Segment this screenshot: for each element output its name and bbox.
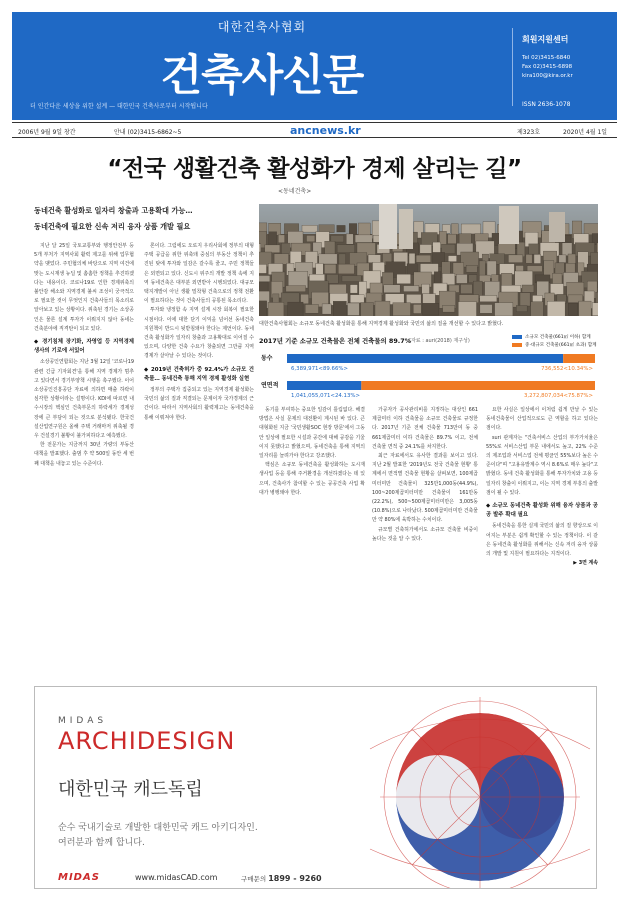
ad-copy-line-2: 여러분과 함께 합니다. <box>58 838 145 848</box>
association-name: 대한건축사협회 <box>217 20 307 34</box>
building-shape <box>274 254 289 265</box>
masthead-slogan: 더 인간다운 세상을 위한 설계 — 대한민국 건축사로부터 시작됩니다 <box>30 103 208 110</box>
issue-number: 제323호 <box>517 129 541 136</box>
continued-note[interactable]: ▶ 3면 계속 <box>573 560 598 567</box>
bar-1-1 <box>361 381 595 390</box>
paragraph: 핵심은 소규모 동네건축을 활성화하는 도시재생사업 등을 통해 주거환경을 개선하겠다는 데 있으며, 건축사가 참여할 수 있는 공공건축 사업 확대가 병행돼야 한다. <box>259 462 365 496</box>
masthead <box>12 12 617 120</box>
building-shape <box>568 254 576 264</box>
building-shape <box>331 235 344 242</box>
building-shape <box>342 276 361 282</box>
chart-title: 2017년 기준 소규모 건축물은 전체 건축물의 89.7% <box>259 337 412 345</box>
chart-legend <box>512 334 597 350</box>
building-shape <box>349 224 357 235</box>
bar-label-1-1: 3,272,807,034<75.87%> <box>523 393 593 399</box>
building-shape <box>339 254 346 264</box>
building-shape <box>327 274 338 283</box>
building-shape <box>448 234 457 244</box>
building-shape <box>358 223 370 236</box>
building-shape <box>533 295 543 302</box>
section-heading: ◆ 경기침체 장기화, 자영업 등 지역경제 생사의 기로에 서있어 <box>34 339 134 355</box>
building-shape <box>423 303 439 315</box>
paragraph: 규모별 건축허가에서도 소규모 건축물 비중이 높다는 것을 알 수 있다. <box>372 526 478 542</box>
building-shape <box>324 264 336 273</box>
chart-plot <box>259 350 598 404</box>
paragraph: 요한 사실은 일상에서 이처럼 쉽게 만날 수 있는 동네건축물이 산업적으로도 큰 역할을 하고 있다는 점이다. <box>486 407 598 432</box>
building-shape <box>500 264 515 275</box>
building-shape <box>520 293 530 306</box>
legend-item <box>512 334 597 340</box>
building-shape <box>516 266 524 272</box>
article-byline: <동네건축> <box>278 188 312 195</box>
bar-label-1-0: 1,041,055,071<24.13%> <box>291 393 361 399</box>
building-shape <box>420 245 432 254</box>
site-link[interactable]: ancnews.kr <box>290 124 361 137</box>
publish-date: 2020년 4월 1일 <box>563 129 608 136</box>
section-heading: ◆ 2019년 건축허가 중 92.4%가 소규모 건축물… 동네건축 통해 지역 경제 활성화 실현 <box>144 366 254 382</box>
support-center-block <box>522 34 614 81</box>
building-shape <box>288 302 304 316</box>
advertisement[interactable] <box>34 686 597 889</box>
building-shape <box>501 285 521 292</box>
bar-1-0 <box>287 381 361 390</box>
bar-0-0 <box>287 354 563 363</box>
building-shape <box>456 274 467 283</box>
article-column-1 <box>34 242 134 666</box>
building-shape <box>466 265 477 272</box>
building-shape <box>333 301 346 316</box>
building-shape <box>452 224 459 235</box>
section-heading: ◆ 소규모 동네건축 활성화 위해 융자 상품과 공공 발주 확대 필요 <box>486 503 598 519</box>
founded-date: 2006년 9월 9일 창간 <box>18 129 76 136</box>
legend-label: 중·대규모 건축물(661㎡ 초과) 합계 <box>525 343 597 348</box>
ad-tel-label: 구매문의 <box>241 875 267 883</box>
building-shape <box>461 284 473 293</box>
building-shape <box>527 266 542 272</box>
legend-label: 소규모 건축물(661㎡ 이하) 합계 <box>525 335 591 340</box>
building-shape <box>448 256 456 262</box>
support-center-label: 회원지원센터 <box>522 35 569 44</box>
building-shape <box>302 225 317 232</box>
building-shape <box>355 235 372 243</box>
paragraph: 지난 달 25일 국토교통부와 행정안전부 등 5개 부처가 지역사회 활력 제고를 위해 업무협약을 맺었다. 주민협의체 바탕으로 지역 여건에 맞는 도시재생 뉴딜 및 촘촘한 정책을 추진하겠다는 내용이다. 코로나19로 인한 경제위축의 불안감 해소와 지역경제 불씨 조성이 궁극적으로 필요한 것이 무엇인지 건축사들의 목소리로 알아보고 있는 상황이다. 위축된 경기는 소상공인은 물론 설계 투자가 이뤄지지 않아 동네는 건축분야에 직격탄이 되고 있다. <box>34 243 134 332</box>
legend-swatch-small <box>512 335 522 339</box>
building-shape <box>567 282 584 296</box>
city-photo-graphic <box>259 204 598 316</box>
building-shape <box>265 245 280 253</box>
building-shape <box>278 235 284 243</box>
article-subhead-2: 동네건축에 필요한 신속 저리 융자 상품 개발 필요 <box>34 222 191 231</box>
newspaper-title: 건축사신문 <box>160 51 364 101</box>
info-phone: 안내 (02)3415-6862~5 <box>114 129 182 136</box>
building-shape <box>529 244 539 254</box>
category-label-1: 연면적 <box>261 382 279 389</box>
building-shape <box>422 284 430 294</box>
paragraph: 정부의 주택가 집중되고 있는 지역경제 활성화는 국민의 삶의 질과 직결되는 문제이자 국가경제의 근간이다. 따라서 지역사회의 활력제고는 동네건축을 통해 이뤄져야 한다. <box>144 387 254 421</box>
chart-source-note: (자료 : auri(2018) 재구성) <box>409 338 470 344</box>
support-email[interactable]: kira100@kira.or.kr <box>522 73 573 79</box>
building-shape <box>526 254 532 263</box>
building-shape <box>413 304 421 313</box>
article-column-4 <box>372 406 478 666</box>
building-shape <box>559 255 566 263</box>
building-shape <box>348 303 360 316</box>
legend-item <box>512 342 597 348</box>
building-shape <box>346 234 353 244</box>
building-shape <box>406 294 421 303</box>
article-column-5 <box>486 406 598 666</box>
chart <box>259 334 598 404</box>
building-shape <box>547 301 565 316</box>
building-shape <box>329 284 346 293</box>
building-shape <box>480 296 497 302</box>
article-column-3 <box>259 406 365 666</box>
paragraph: 소상공인연합회는 지난 3월 12일 '코로나19 관련 긴급 기자회견'을 통해 지역 경제가 멈추고 있다면서 경기부양책 시행을 촉구했다. 이어 소상공인진흥공단 자료에 의하면 매출 하락이 심각한 상황이라는 설명이다. KDI에 따르면 내수시장의 핵심인 건축부문의 하락세가 경제성장에 큰 부담이 되는 것으로 분석됐다. 한국건설산업연구원은 올해 주택 거래마저 위축될 경우 건설경기 불황이 불가피하다고 예측했다. <box>34 359 134 440</box>
paragraph: 최근 자료에서도 유사한 결과를 보이고 있다. 지난 2월 발표한 '2019년도 전국 건축물 현황' 통계에서 면적별 건축물 현황을 살펴보면, 100제곱미터미만 건축물이 325만1,000동(44.9%), 100~200제곱미터미만 건축물이 161만동(22.2%), 500~500제곱미터미만은 3,005동(10.8%)으로 나타났다. 500제곱미터미만 건축물만 약 80%에 육박하는 수치이다. <box>372 453 478 524</box>
building-shape <box>361 303 374 317</box>
paragraph: 론이다. 그럼에도 오로지 우리사회에 정부의 대형주택 공급을 위한 위축돼 중심의 부동산 정책이 추진된 탓에 투자와 일감은 갈수록 줄고, 주민 정책들은 외면되고 있다. 신도시 위주의 개발 정책 속에 지역 동네건축은 대부분 외면받아 시행되었다. 대규모 택지개발이 아닌 생활 밀착형 건축으로의 정책 전환이 필요하다는 것이 건축사들의 공통된 목소리다. <box>144 243 254 305</box>
building-shape <box>259 301 267 316</box>
building-shape <box>404 286 419 292</box>
building-shape <box>281 243 290 255</box>
building-shape <box>442 244 456 253</box>
building-shape <box>416 255 431 262</box>
building-shape <box>393 303 411 316</box>
building-shape <box>522 285 534 292</box>
building-shape <box>579 301 591 316</box>
bar-label-0-0: 6,389,971<89.66%> <box>291 366 349 372</box>
building-shape <box>459 234 471 245</box>
building-shape <box>409 253 415 265</box>
dateline-bar <box>12 122 617 138</box>
building-shape <box>498 244 515 255</box>
building-shape <box>584 224 598 235</box>
building-shape <box>495 303 513 316</box>
paragraph: 동네건축을 통한 실제 국민의 삶의 질 향상으로 이어지는 부분은 쉽게 확인할 수 있는 정책이다. 이 같은 동네건축 활성화를 위해서는 신속 저리 융자 상품의 개발 및 지원이 필요하다는 지적이다. <box>486 523 598 558</box>
taegeuk-grid-graphic <box>340 689 596 889</box>
building-shape <box>338 264 354 274</box>
building-shape <box>307 235 315 241</box>
building-shape <box>384 285 400 293</box>
building-shape <box>268 302 284 316</box>
building-shape <box>316 263 323 274</box>
ad-brand-main: ARCHIDESIGN <box>58 727 236 755</box>
ad-headline: 대한민국 캐드독립 <box>58 779 203 800</box>
masthead-divider <box>512 28 513 106</box>
ad-copy-line-1: 순수 국내기술로 개발한 대한민국 캐드 아키디자인. <box>58 823 258 833</box>
building-shape <box>397 274 411 284</box>
ad-url[interactable]: www.midasCAD.com <box>135 873 218 882</box>
building-shape <box>534 254 541 263</box>
support-tel: Tel 02)3415-6840 <box>522 55 571 61</box>
building-shape <box>368 255 381 263</box>
building-shape <box>337 245 355 253</box>
article-column-2 <box>144 242 254 666</box>
article-headline: “전국 생활건축 활성화가 경제 살리는 길” <box>107 156 522 182</box>
legend-swatch-large <box>512 343 522 347</box>
building-shape <box>443 305 455 312</box>
paragraph: suri 관계자는 "건축서비스 산업의 부가가치율은 55%로 서비스산업 부문 내에서도 높고, 22% 수준의 제조업과 서비스업 전체 평균인 55%보다 높은 수준이다"며 "고용유발계수 역시 8.6%로 매우 높다"고 밝혔다. 동네 건축 활성화를 통해 투자가치와 고용 등 일자리 창출이 이뤄지고, 이는 지역 경제 부흥의 출발점이 될 수 있다. <box>486 434 598 496</box>
building-shape <box>350 285 357 294</box>
building-shape <box>501 273 512 285</box>
support-fax: Fax 02)3415-6898 <box>522 64 573 70</box>
building-shape <box>423 294 436 305</box>
building-shape <box>259 276 270 282</box>
ad-purchase-tel <box>241 874 322 883</box>
ad-brand-top: MIDAS <box>58 716 108 726</box>
photo-caption: 대한건축사협회는 소규모 동네건축 활성화를 통해 지역경제 활성화와 국민의 삶의 질을 개선할 수 있다고 밝혔다. <box>259 321 504 327</box>
paragraph: 동기를 부여하는 중요한 일감이 틀림없다. 해결방법은 사실 문제의 대전환이 계시된 바 있다. 큰 대형화된 지금 '국민생활SOC 현장 방문'에서 그동안 일상에 필요한 시설과 공간에 대해 공감을 기울이지 못했다고 밝혔으며, 동네건축을 통해 지역의 일자리를 늘려가야 한다고 강조했다. <box>259 407 365 460</box>
building-shape <box>517 242 525 257</box>
building-shape <box>319 254 337 264</box>
building-shape <box>322 304 331 314</box>
ad-logo: MIDAS <box>58 872 100 883</box>
aerial-city-photo <box>259 204 598 316</box>
building-shape <box>259 264 267 273</box>
issn: ISSN 2636-1078 <box>522 101 571 108</box>
paragraph: 한 전문가는 지금까지 30년 가량의 부동산 대책을 발표했다. 출범 후 약 500일 동안 세 번째 대책을 내놓고 있는 수준이다. <box>34 442 134 467</box>
building-shape <box>337 225 346 232</box>
building-shape <box>508 255 522 263</box>
ad-tel-number: 1899 - 9260 <box>268 874 322 883</box>
building-shape <box>461 224 480 234</box>
category-label-0: 동수 <box>261 355 273 362</box>
building-shape <box>382 272 393 286</box>
bar-0-1 <box>563 354 595 363</box>
building-shape <box>458 302 476 316</box>
building-shape <box>375 301 390 316</box>
paragraph: 가공자가 공사관리비를 지정하는 대상인 661제곱미터 이하 건축물을 소규모 건축물로 규정한다. 2017년 기준 전체 건축물 713만여 동 중 661제곱미터 이하 건축물은 89.7% 이고, 전체 건축물 면적 중 24.1%를 차지한다. <box>372 407 478 450</box>
building-shape <box>480 305 492 314</box>
building-shape <box>553 273 563 285</box>
building-shape <box>350 295 364 303</box>
building-shape <box>305 305 318 314</box>
building-shape <box>286 286 306 292</box>
article-subhead-1: 동네건축 활성화로 일자리 창출과 고용확대 가능… <box>34 206 193 215</box>
paragraph: 투자와 냉정함 속 지역 설계 시장 회복이 필요한 시점이다. 이에 대한 단기 이익을 넘어선 동네건축 지원책이 반드시 뒷받침돼야 한다는 제언이다. 동네건축 활성화가 일자리 창출과 고용확대로 이어질 수 있으며, 다양한 건축 수요가 창출되면 그만큼 지역 경제가 살아날 수 있다는 것이다. <box>144 307 254 360</box>
building-shape <box>592 303 598 316</box>
building-shape <box>531 302 544 316</box>
building-shape <box>568 303 577 315</box>
building-shape <box>516 306 527 312</box>
bar-label-0-1: 736,552<10.34%> <box>541 366 593 372</box>
